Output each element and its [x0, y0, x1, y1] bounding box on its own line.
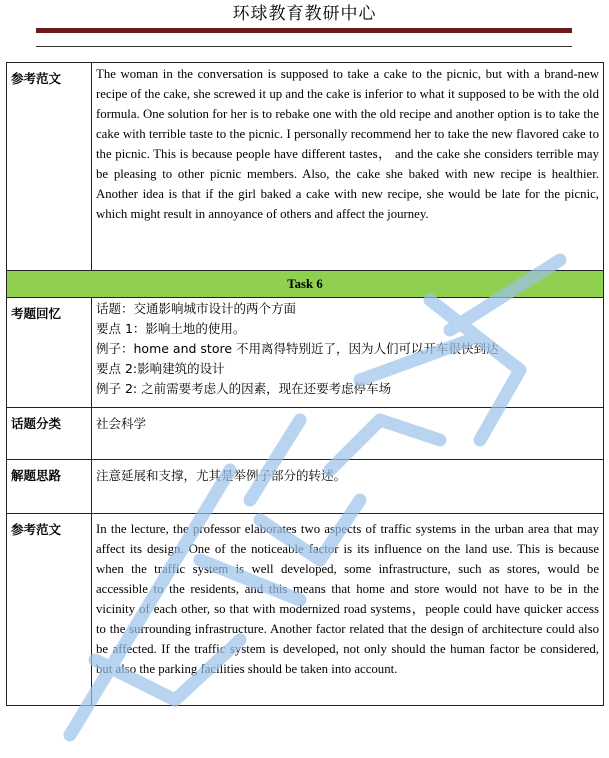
row-reference-essay-2	[7, 514, 604, 706]
content-table	[6, 62, 604, 706]
topic-recall-cell	[92, 298, 604, 408]
row-label: 解题思路	[7, 460, 92, 514]
task-band-label: Task 6	[7, 271, 604, 298]
topic-recall-line: 要点 1：影响土地的使用。	[96, 321, 246, 336]
topic-recall-line: 例子：home and store 不用离得特别近了，因为人们可以开车很快到达	[96, 341, 499, 356]
topic-recall-lines	[96, 299, 599, 399]
row-label: 参考范文	[7, 63, 92, 271]
row-topic-recall	[7, 298, 604, 408]
task-band-row	[7, 271, 604, 298]
topic-recall-line: 例子 2: 之前需要考虑人的因素，现在还要考虑停车场	[96, 381, 392, 396]
reference-essay-2-text: In the lecture, the professor elaborates two aspects of traffic systems in the urban area that may affect its design. One of the noticeable factor is its influence on the land use. This is because when the traffic system is well developed, some infrastructure, such as stores, would be accessible to the residents, and this means that home and store would not have to be in the vicinity of each other, so that with modernized road systems，people could have quicker access to the surrounding infrastructure. Another factor related that the design of architecture could also be affected. If the traffic system is developed, not only should the human factor be considered, but also the parking facilities should be taken into account.	[96, 522, 599, 676]
row-approach	[7, 460, 604, 514]
topic-recall-line: 要点 2:影响建筑的设计	[96, 361, 225, 376]
category-text: 社会科学	[96, 416, 147, 431]
header-rule-thin	[36, 46, 572, 47]
reference-essay-1-cell	[92, 63, 604, 271]
reference-essay-2-cell	[92, 514, 604, 706]
row-label: 话题分类	[7, 408, 92, 460]
page-header-title: 环球教育教研中心	[232, 4, 377, 24]
approach-cell	[92, 460, 604, 514]
header-rule-thick	[36, 28, 572, 33]
reference-essay-1-text: The woman in the conversation is supposed to take a cake to the picnic, but with a brand-new recipe of the cake, she screwed it up and the cake is inferior to what it supposed to be with the old formula. One solution for her is to rebake one with the old recipe and another option is to take the cake with terrible taste to the picnic. I personally recommend her to take the new flavored cake to the picnic. This is because people have different tastes， and the cake she considers terrible may be pleasing to other picnic members. Also, the cake she baked with new recipe is healthier. Another idea is that if the girl baked a cake with new recipe, she would be late for the picnic, which might result in annoyance of others and affect the journey.	[96, 67, 599, 221]
topic-recall-line: 话题：交通影响城市设计的两个方面	[96, 301, 297, 316]
category-cell	[92, 408, 604, 460]
approach-text: 注意延展和支撑，尤其是举例子部分的转述。	[96, 468, 347, 483]
row-reference-essay-1	[7, 63, 604, 271]
row-category	[7, 408, 604, 460]
row-label: 参考范文	[7, 514, 92, 706]
row-label: 考题回忆	[7, 298, 92, 408]
